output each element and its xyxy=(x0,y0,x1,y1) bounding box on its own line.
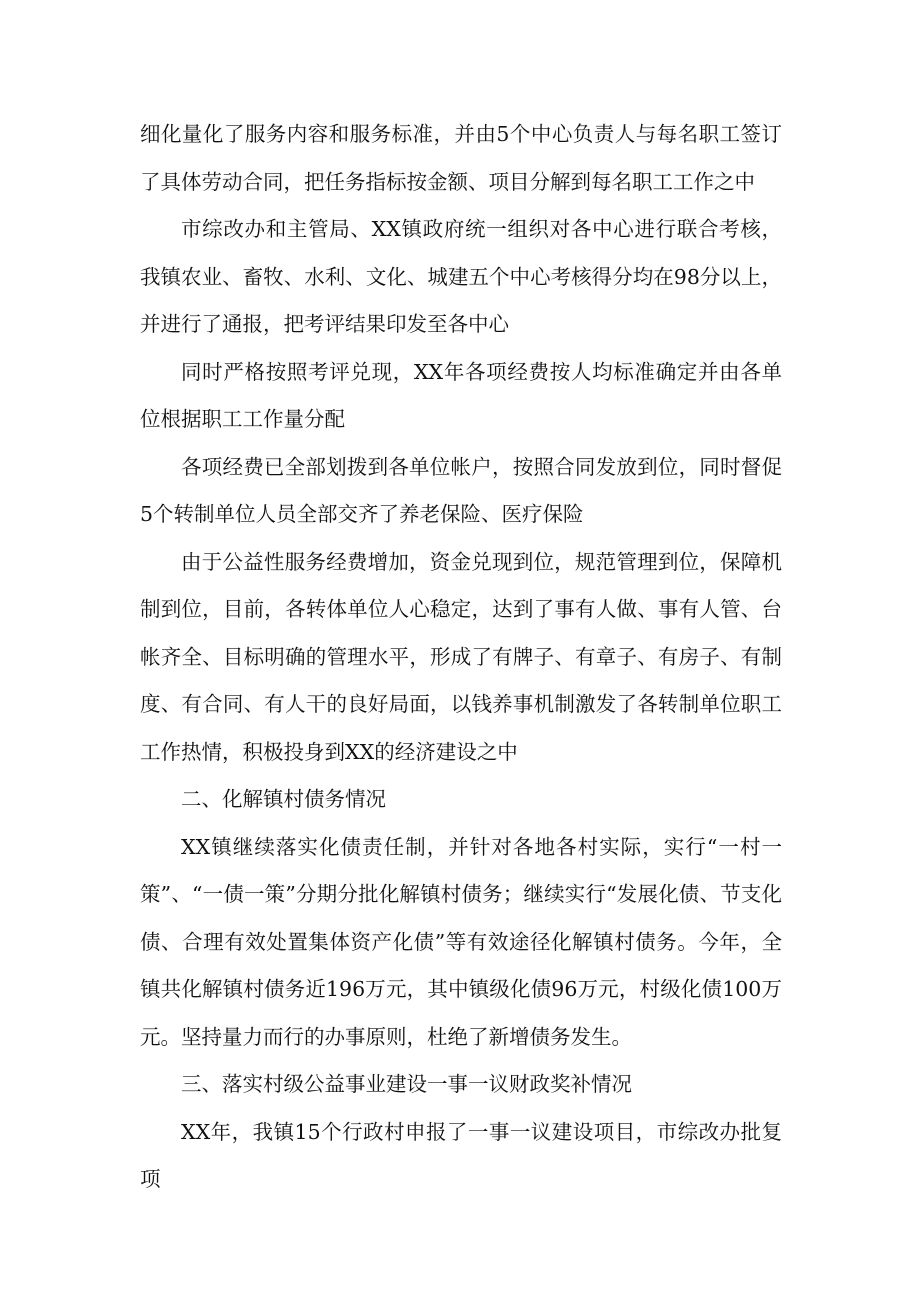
paragraph-funding-allocation: 同时严格按照考评兑现，XX年各项经费按人均标准确定并由各单位根据职工工作量分配 xyxy=(140,359,782,431)
paragraph-results: 由于公益性服务经费增加，资金兑现到位，规范管理到位，保障机制到位，目前，各转体单位人心稳定，达到了事有人做、事有人管、台帐齐全、目标明确的管理水平，形成了有牌子、有章子、有房子、有制度、有合同、有人干的良好局面，以钱养事机制激发了各转制单位职工工作热情，积极投身到XX的经济建设之中 xyxy=(140,549,782,764)
paragraph-service-standards: 细化量化了服务内容和服务标准，并由5个中心负责人与每名职工签订了具体劳动合同，把任务指标按金额、项目分解到每名职工工作之中 xyxy=(140,122,782,194)
section-heading-public-projects: 三、落实村级公益事业建设一事一议财政奖补情况 xyxy=(181,1072,632,1096)
paragraph-debt-resolution: XX镇继续落实化债责任制，并针对各地各村实际，实行“一村一策”、“一债一策”分期分批化解镇村债务；继续实行“发展化债、节支化债、合理有效处置集体资产化债”等有效途径化解镇村债务。今年，全镇共化解镇村债务近196万元，其中镇级化债96万元，村级化债100万元。坚持量力而行的办事原则，杜绝了新增债务发生。 xyxy=(140,834,782,1049)
paragraph-insurance: 各项经费已全部划拨到各单位帐户，按照合同发放到位，同时督促5个转制单位人员全部交齐了养老保险、医疗保险 xyxy=(140,454,782,526)
paragraph-joint-assessment: 市综改办和主管局、XX镇政府统一组织对各中心进行联合考核，我镇农业、畜牧、水利、文化、城建五个中心考核得分均在98分以上，并进行了通报，把考评结果印发至各中心 xyxy=(140,217,782,336)
section-heading-debt: 二、化解镇村债务情况 xyxy=(181,787,386,811)
paragraph-public-projects: XX年，我镇15个行政村申报了一事一议建设项目，市综改办批复项 xyxy=(140,1119,782,1191)
document-body xyxy=(140,111,782,1204)
